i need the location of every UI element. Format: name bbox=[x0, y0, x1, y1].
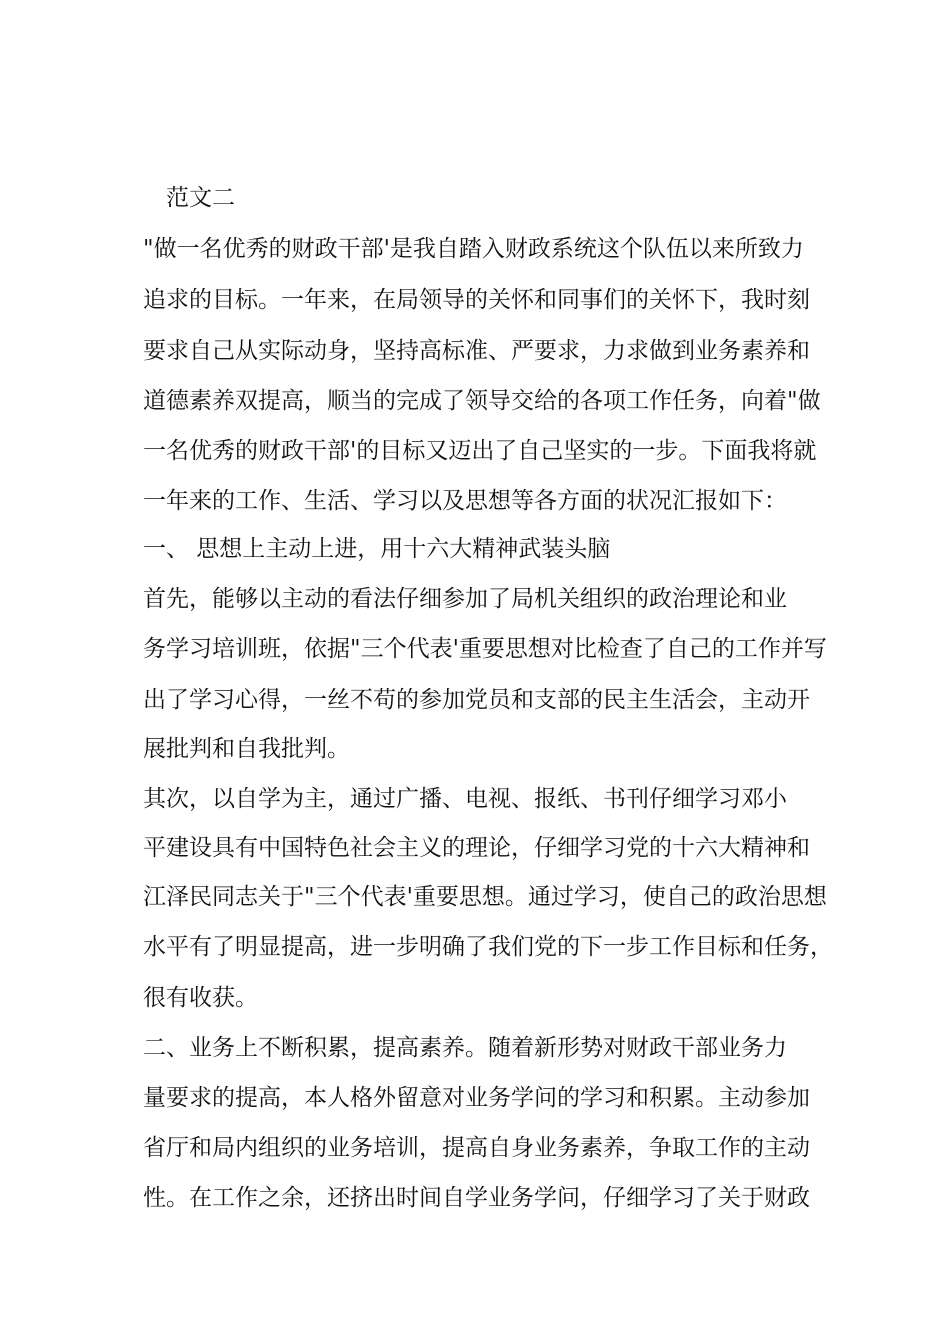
section-heading: 一、 思想上主动上进，用十六大精神武装头脑 bbox=[143, 536, 611, 562]
text-line: 性。在工作之余，还挤出时间自学业务学问，仔细学习了关于财政 bbox=[143, 1185, 810, 1211]
text-line: 务学习培训班，依据"三个代表'重要思想对比检查了自己的工作并写 bbox=[143, 636, 827, 662]
text-line: 一年来的工作、生活、学习以及思想等各方面的状况汇报如下： bbox=[143, 488, 787, 514]
section-heading: 二、业务上不断积累，提高素养。随着新形势对财政干部业务力 bbox=[143, 1035, 787, 1061]
text-line: 道德素养双提高，顺当的完成了领导交给的各项工作任务，向着"做 bbox=[143, 388, 821, 414]
text-line: 平建设具有中国特色社会主义的理论，仔细学习党的十六大精神和 bbox=[143, 835, 810, 861]
text-line: 水平有了明显提高，进一步明确了我们党的下一步工作目标和任务， bbox=[143, 934, 833, 960]
text-line: 其次，以自学为主，通过广播、电视、报纸、书刊仔细学习邓小 bbox=[143, 786, 787, 812]
text-line: "做一名优秀的财政干部'是我自踏入财政系统这个队伍以来所致力 bbox=[143, 236, 804, 262]
text-line: 追求的目标。一年来，在局领导的关怀和同事们的关怀下，我时刻 bbox=[143, 287, 810, 313]
section-title: 范文二 bbox=[143, 185, 235, 211]
text-line: 展批判和自我批判。 bbox=[143, 736, 350, 762]
text-line: 江泽民同志关于"三个代表'重要思想。通过学习，使自己的政治思想 bbox=[143, 884, 827, 910]
text-line: 省厅和局内组织的业务培训，提高自身业务素养，争取工作的主动 bbox=[143, 1135, 810, 1161]
text-line: 首先，能够以主动的看法仔细参加了局机关组织的政治理论和业 bbox=[143, 586, 787, 612]
text-line: 很有收获。 bbox=[143, 985, 258, 1011]
text-line: 量要求的提高，本人格外留意对业务学问的学习和积累。主动参加 bbox=[143, 1085, 810, 1111]
text-line: 要求自己从实际动身，坚持高标准、严要求，力求做到业务素养和 bbox=[143, 338, 810, 364]
text-line: 一名优秀的财政干部'的目标又迈出了自己坚实的一步。下面我将就 bbox=[143, 438, 817, 464]
text-line: 出了学习心得，一丝不苟的参加党员和支部的民主生活会，主动开 bbox=[143, 687, 810, 713]
